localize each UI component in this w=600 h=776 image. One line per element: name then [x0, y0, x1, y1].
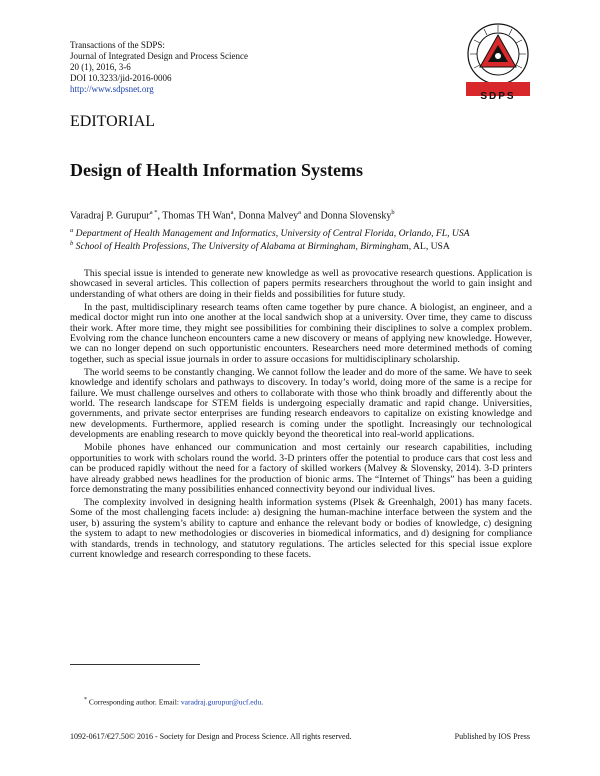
- body-paragraph: In the past, multidisciplinary research teams often came together by pure chance. A biologist, an engineer, and a medical doctor might run into one another at the local sandwich shop at a university. Over time, they came to discuss their work. After more time, they might see possibilities for combining their disciplines to solve a complex problem. Evolving rom the chance luncheon encounters came a new discovery or means of applying new knowledge. However, we can no longer depend on such opportunistic encounters. Researchers need more determined methods of coming together, such as special issue journals in order to assure occasions for multidisciplinary scholarship.: [70, 301, 532, 365]
- footnote-marker: *: [84, 697, 87, 703]
- section-label: EDITORIAL: [70, 113, 156, 130]
- author-affiliation-marker: a: [298, 209, 302, 216]
- author-list: Varadraj P. Gurupur$^{a *}$, Thomas TH Wan$^a$, Donna Malvey$^a$ and Donna Slovensky$^b$: [70, 209, 395, 222]
- author-affiliation-marker: a: [230, 209, 234, 216]
- publisher-line: Published by IOS Press: [454, 732, 530, 741]
- journal-header-line: 20 (1), 2016, 3-6: [70, 62, 131, 72]
- journal-header-line: DOI 10.3233/jid-2016-0006: [70, 73, 172, 83]
- author-name: Varadraj P. Gurupur: [70, 210, 150, 222]
- affiliation-marker: a: [70, 227, 74, 234]
- article-title: Design of Health Information Systems: [70, 160, 363, 180]
- affiliation-text-tail: m, AL, USA: [401, 241, 450, 253]
- affiliation-b: [70, 240, 450, 252]
- journal-header-line: Journal of Integrated Design and Process Science: [70, 51, 248, 61]
- body-paragraph: The complexity involved in designing health information systems (Plsek & Greenhalgh, 2001) has many facets. Some of the most challenging facets include: a) designing the human-machine interface between the system and the user, b) assuring the system’s ability to capture and enhance the relevant body or bodies of knowledge, c) designing the system to adapt to new methodologies or discoveries in biomedical informatics, and d) designing for compliance with standards, trends in technology, and statutory regulations. The articles selected for this special issue explore current knowledge and research corresponding to these facets.: [70, 496, 532, 560]
- affiliation-text: Department of Health Management and Informatics, University of Central Florida, Orlando, FL, USA: [75, 228, 470, 240]
- author-name: Thomas TH Wan: [162, 210, 231, 222]
- affiliation-marker: b: [70, 240, 74, 247]
- body-paragraph: The world seems to be constantly changing. We cannot follow the leader and do more of the same. We have to seek knowledge and identify scholars and pathways to discovery. In today’s world, doing more of the same is a recipe for failure. We must challenge ourselves and others to collaborate with those who think broadly and differently about the world. The research landscape for STEM fields is undergoing especially dramatic and rapid change. Universities, governments, and private sector enterprises are funding research endeavors to capitalize on existing knowledge and new developments. Furthermore, applied research is coming under the spotlight. Increasingly our technological developments are enabling research to move quickly beyond the theoretical into real-world applications.: [70, 366, 532, 441]
- affiliation-text: School of Health Professions, The University of Alabama at Birmingham, Birmingha: [75, 241, 402, 253]
- author-affiliation-marker: b: [391, 209, 395, 216]
- corresponding-email-link[interactable]: varadraj.gurupur@ucf.edu: [180, 697, 262, 707]
- logo-text: SDPS: [480, 91, 516, 102]
- author-name: Donna Slovensky: [320, 210, 392, 222]
- body-paragraph: This special issue is intended to generate new knowledge as well as provocative research questions. Application is showcased in several articles. This collection of papers permits researchers throughout the world to gain insight and understanding of what others are doing in their fields and possibilities for future study.: [70, 268, 532, 300]
- footnote-label: Corresponding author. Email:: [88, 697, 181, 707]
- journal-header: [70, 40, 248, 95]
- footnote: * Corresponding author. Email: varadraj.gurupur@ucf.edu.: [84, 697, 264, 707]
- article-body: [70, 269, 532, 563]
- journal-url-link[interactable]: http://www.sdpsnet.org: [70, 84, 154, 94]
- author-name: Donna Malvey: [238, 210, 299, 222]
- author-affiliation-marker: a *: [149, 209, 158, 216]
- body-paragraph: Mobile phones have enhanced our communication and most certainly our research capabilities, including opportunities to work with scholars round the world. 3-D printers offer the potential to produce cars that cost less and can be produced rapidly without the need for a factory of skilled workers (Malvey & Slovensky, 2014). 3-D printers have already grabbed news headlines for the production of bionic arms. The “Internet of Things” has been a guiding force demonstrating the many possibilities enhanced connectivity beyond our individual lives.: [70, 442, 532, 495]
- affiliation-a: [70, 227, 470, 239]
- journal-header-line: Transactions of the SDPS:: [70, 40, 165, 50]
- footnote-divider: [70, 664, 200, 665]
- copyright-line: 1092-0617/€27.50© 2016 - Society for Design and Process Science. All rights reserved.: [70, 732, 352, 741]
